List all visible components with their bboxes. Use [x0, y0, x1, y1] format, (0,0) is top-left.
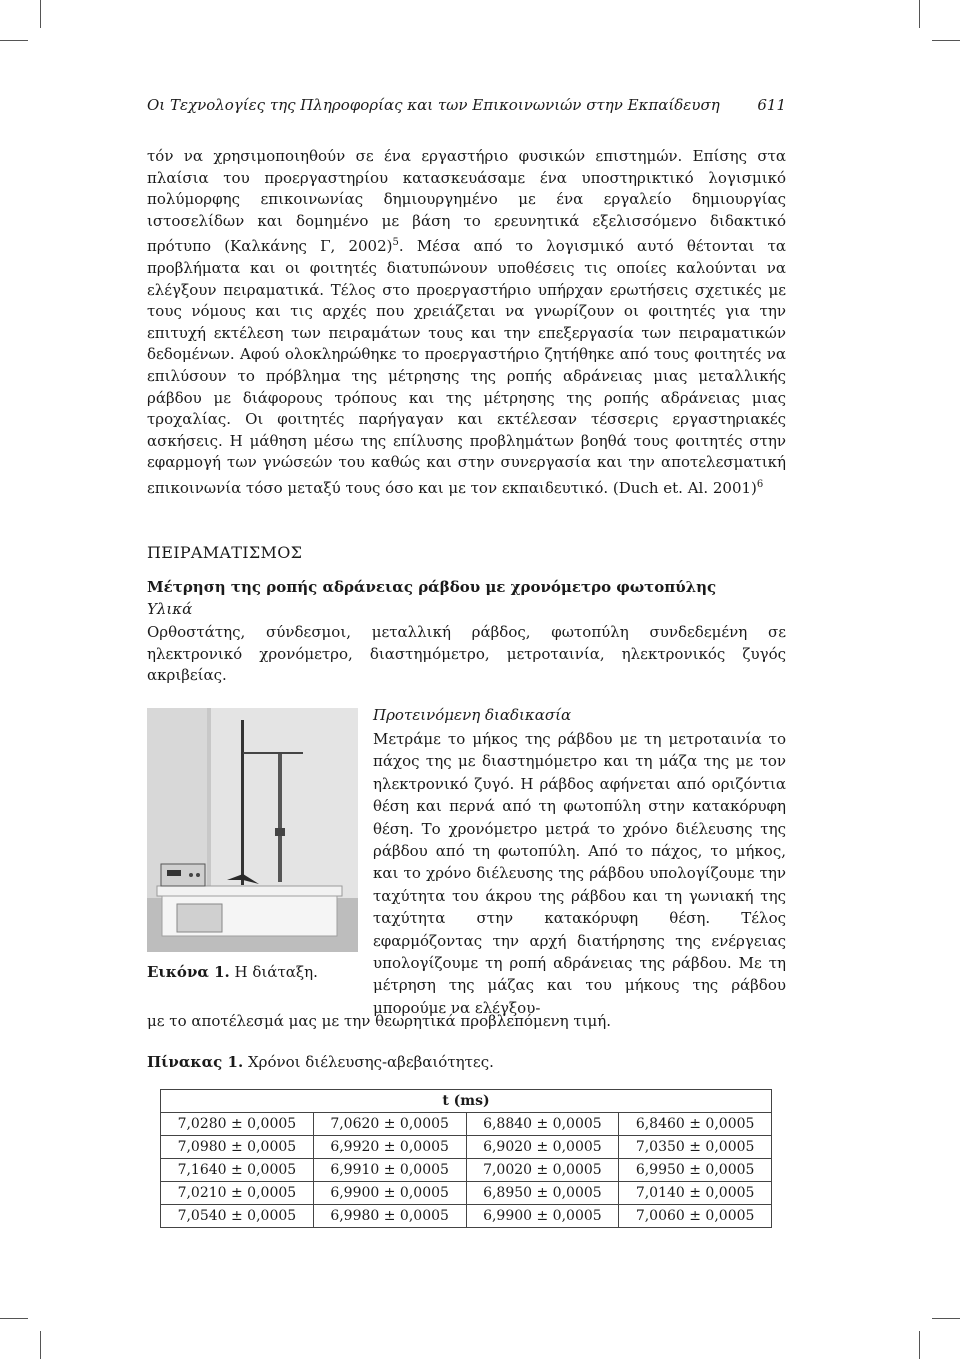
table-cell: 6,9980 ± 0,0005	[313, 1205, 466, 1228]
table-cell: 7,0210 ± 0,0005	[161, 1182, 314, 1205]
table-header-row	[161, 1090, 772, 1113]
crop-mark-bottom-left-h	[0, 1318, 28, 1319]
table-cell: 7,0060 ± 0,0005	[619, 1205, 772, 1228]
table-row	[161, 1159, 772, 1182]
procedure-last-line: με το αποτέλεσμά μας με την θεωρητικά προβλεπόμενη τιμή.	[147, 1012, 612, 1030]
table-cell: 6,8840 ± 0,0005	[466, 1113, 619, 1136]
table-header-cell: t (ms)	[161, 1090, 772, 1113]
table-row	[161, 1205, 772, 1228]
table-caption-text: Χρόνοι διέλευσης-αβεβαιότητες.	[243, 1053, 494, 1071]
table-cell: 7,0280 ± 0,0005	[161, 1113, 314, 1136]
section-title: ΠΕΙΡΑΜΑΤΙΣΜΟΣ	[147, 543, 303, 562]
times-table	[160, 1089, 772, 1228]
intro-text-a: τόν να χρησιμοποιηθούν σε ένα εργαστήριο φυσικών επιστημών. Επίσης στα πλαίσια του προεργαστηρίου κατασκευάσαμε ένα υποστηρικτικό λογισμικό πολύμορφης επικοινωνίας δημιουργημένο με ένα εργαλείο δημιουργίας ιστοσελίδων και δομημένο με βάση το ερευνητικά εξελισσόμενο διδακτικό πρότυπο (Καλκάνης Γ, 2002)	[147, 147, 786, 256]
apparatus-illustration	[147, 708, 358, 952]
table-cell: 6,9920 ± 0,0005	[313, 1136, 466, 1159]
intro-text-b: . Μέσα από το λογισμικό αυτό θέτονται τα προβλήματα και οι φοιτητές διατυπώνουν υποθέσεις τις οποίες καλούνται να ελέγξουν πειραματικά. Τέλος στο προεργαστήριο υπήρχαν ερωτήσεις σχετικές με τους νόμους και τις αρχές που χρειάζεται να γνωρίζουν οι φοιτητές για την επιτυχή εκτέλεση των πειραμάτων τους και την επεξεργασία των πειραματικών δεδομένων. Αφού ολοκληρώθηκε το προεργαστήριο ζητήθηκε από τους φοιτητές να επιλύσουν το πρόβλημα της μέτρησης της ροπής αδράνειας μιας μεταλλικής ράβδου με διάφορους τρόπους και της μέτρησης της ροπής αδράνειας μιας τροχαλίας. Οι φοιτητές παρήγαγαν και εκτέλεσαν τέσσερις εργαστηριακές ασκήσεις. Η μάθηση μέσω της επίλυσης προβλημάτων βοηθά τους φοιτητές στην εφαρμογή των γνώσεών του καθώς και στην συνεργασία και την αποτελεσματική επικοινωνία τόσο μεταξύ τους όσο και με τον εκπαιδευτικό. (Duch et. Al. 2001)	[147, 237, 786, 497]
table-cell: 6,8460 ± 0,0005	[619, 1113, 772, 1136]
running-header	[147, 96, 786, 114]
figure-caption-text: Η διάταξη.	[229, 963, 318, 981]
table-cell: 7,0540 ± 0,0005	[161, 1205, 314, 1228]
footnote-ref-6: 6	[756, 478, 764, 490]
crop-mark-bottom-left-v	[40, 1331, 41, 1359]
table-cell: 7,0140 ± 0,0005	[619, 1182, 772, 1205]
subsection-title: Μέτρηση της ροπής αδράνειας ράβδου με χρονόμετρο φωτοπύλης	[147, 578, 717, 596]
materials-heading: Υλικά	[147, 600, 193, 618]
table-label: Πίνακας 1.	[147, 1053, 244, 1071]
table-row	[161, 1136, 772, 1159]
figure-label: Εικόνα 1.	[147, 963, 230, 981]
crop-mark-bottom-right-v	[919, 1331, 920, 1359]
table-cell: 6,9900 ± 0,0005	[466, 1205, 619, 1228]
procedure-text: Μετράμε το μήκος της ράβδου με τη μετροταινία το πάχος της με διαστημόμετρο και τη μάζα της με τον ηλεκτρονικό ζυγό. Η ράβδος αφήνεται από οριζόντια θέση και περνά από τη φωτοπύλη στην κατακόρυφη θέση. Το χρονόμετρο μετρά το χρόνο διέλευσης της ράβδου από τη φωτοπύλη. Από το πάχος, το μήκος, και το χρόνο διέλευσης της ράβδου υπολογίζουμε την ταχύτητα του άκρου της ράβδου και τη γωνιακή της ταχύτητα στην κατακόρυφη θέση. Τέλος εφαρμόζοντας την αρχή διατήρησης της ενέργειας υπολογίζουμε τη ροπή αδράνειας της ράβδου. Με τη μέτρηση της μάζας και του μήκους της ράβδου μπορούμε να ελέγξου-	[373, 730, 786, 1017]
header-title: Οι Τεχνολογίες της Πληροφορίας και των Επικοινωνιών στην Εκπαίδευση	[147, 96, 720, 114]
table-cell: 7,0350 ± 0,0005	[619, 1136, 772, 1159]
table-cell: 7,0980 ± 0,0005	[161, 1136, 314, 1159]
table-cell: 6,8950 ± 0,0005	[466, 1182, 619, 1205]
materials-text: Ορθοστάτης, σύνδεσμοι, μεταλλική ράβδος, φωτοπύλη συνδεδεμένη σε ηλεκτρονικό χρονόμετρο, διαστημόμετρο, μετροταινία, ηλεκτρονικός ζυγός ακριβείας.	[147, 623, 786, 685]
figure-caption	[147, 963, 318, 981]
table-cell: 7,0020 ± 0,0005	[466, 1159, 619, 1182]
table-cell: 6,9910 ± 0,0005	[313, 1159, 466, 1182]
table-cell: 6,9020 ± 0,0005	[466, 1136, 619, 1159]
intro-paragraph	[147, 146, 786, 500]
crop-mark-bottom-right-h	[932, 1318, 960, 1319]
page-number: 611	[757, 96, 786, 114]
table-cell: 7,0620 ± 0,0005	[313, 1113, 466, 1136]
crop-mark-top-right-h	[932, 40, 960, 41]
crop-mark-top-right-v	[919, 0, 920, 28]
crop-mark-top-left-v	[40, 0, 41, 28]
procedure-heading: Προτεινόμενη διαδικασία	[373, 706, 572, 724]
table-cell: 6,9900 ± 0,0005	[313, 1182, 466, 1205]
table-row	[161, 1182, 772, 1205]
table-cell: 7,1640 ± 0,0005	[161, 1159, 314, 1182]
table-cell: 6,9950 ± 0,0005	[619, 1159, 772, 1182]
footnote-ref-5: 5	[392, 237, 399, 249]
table-caption	[147, 1053, 494, 1071]
table-row	[161, 1113, 772, 1136]
apparatus-photo	[147, 708, 358, 952]
crop-mark-top-left-h	[0, 40, 28, 41]
